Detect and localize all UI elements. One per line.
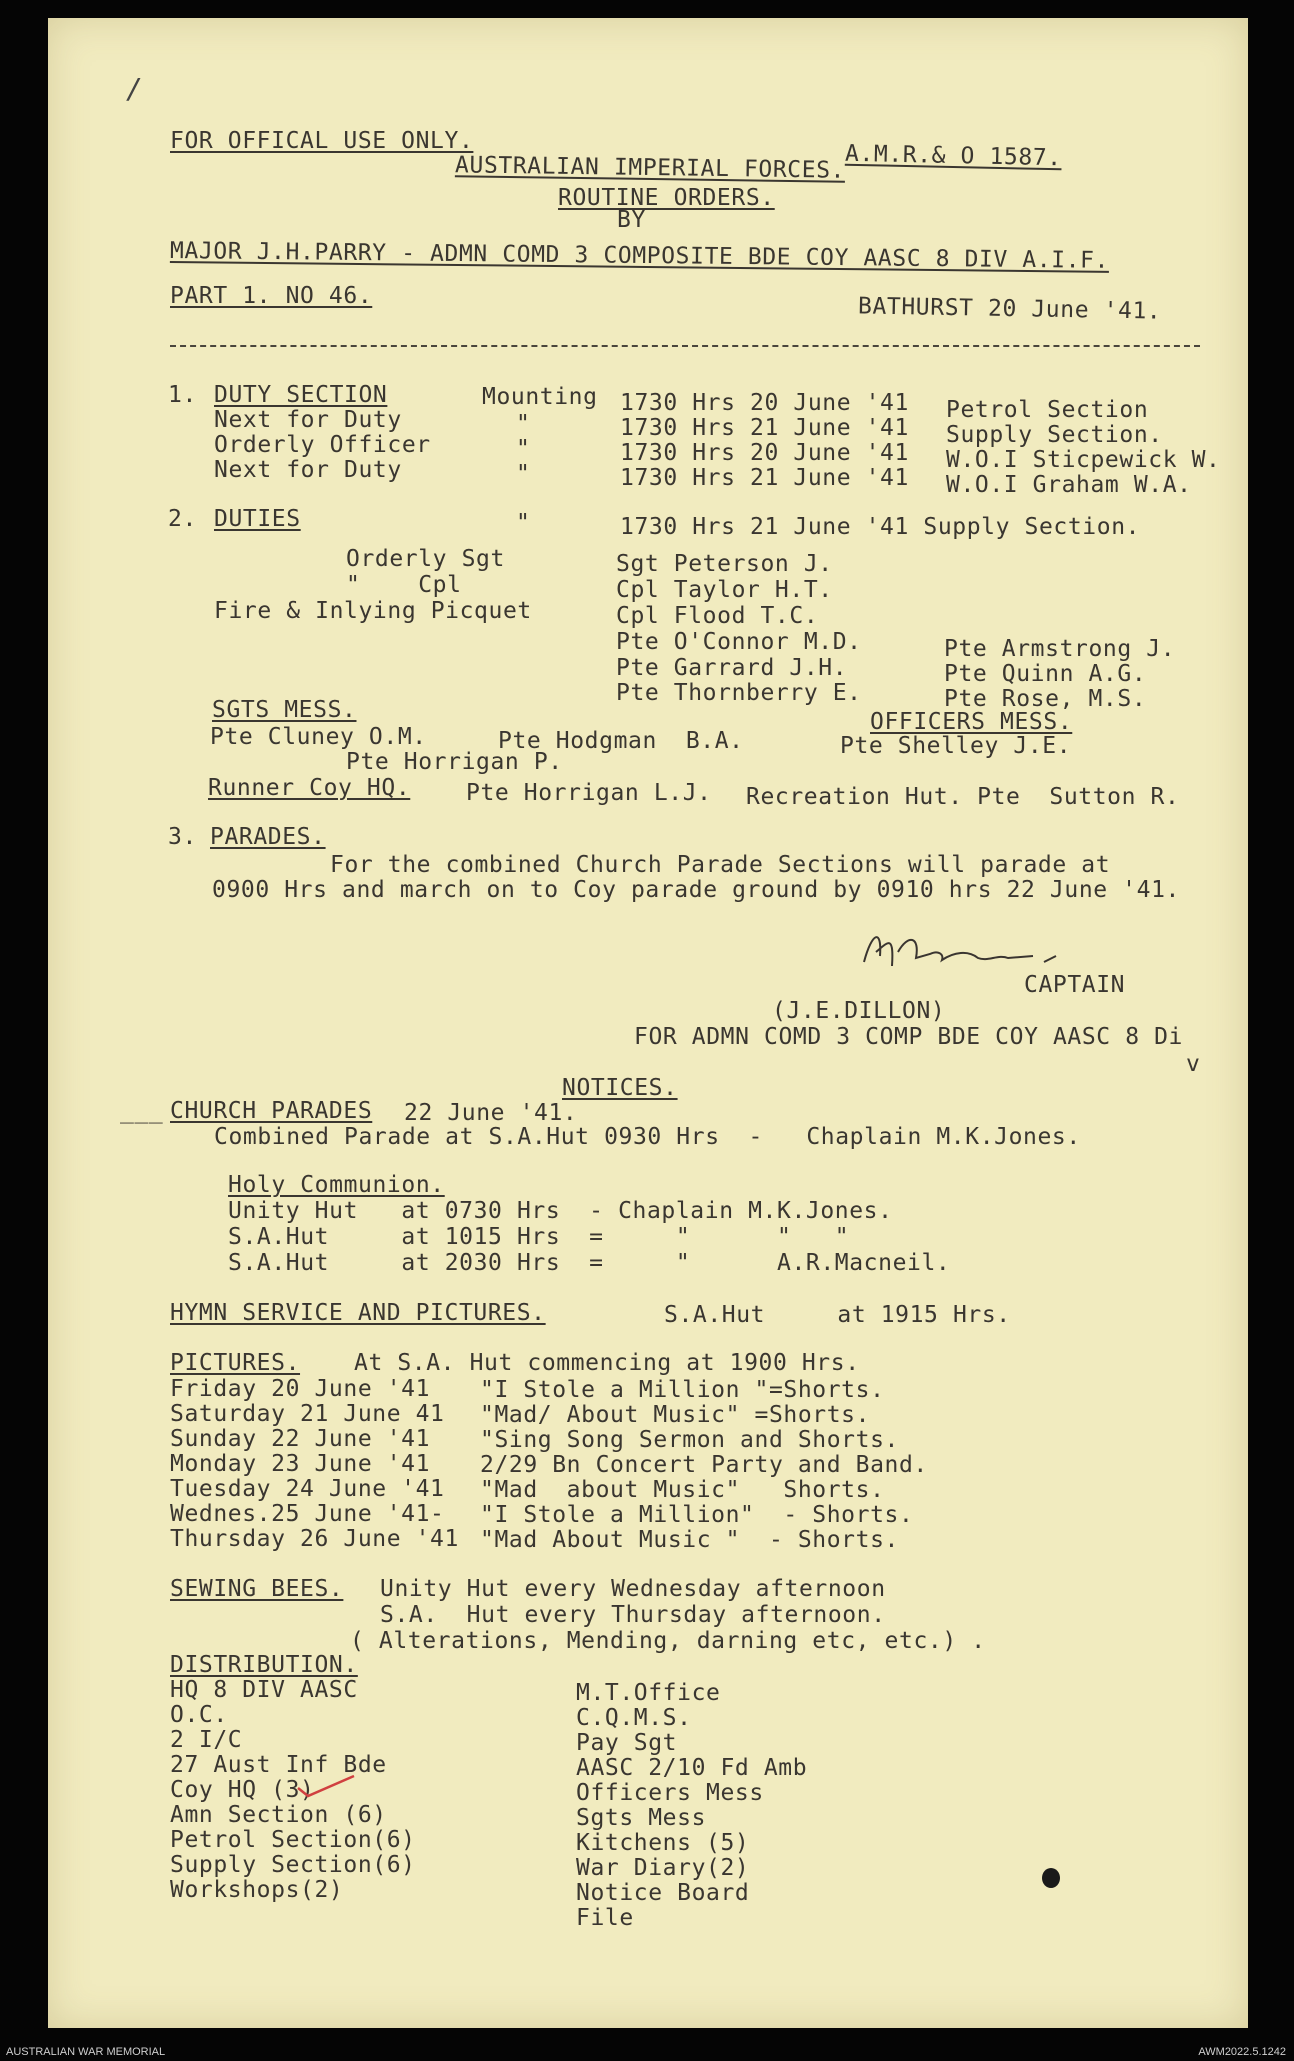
- pictures-day: Thursday 26 June '41: [170, 1526, 459, 1552]
- part-number: PART 1. NO 46.: [170, 283, 373, 309]
- signatory-rank: CAPTAIN: [1024, 972, 1126, 998]
- distribution-item: Coy HQ (3): [170, 1777, 315, 1803]
- distribution-item: AASC 2/10 Fd Amb: [576, 1755, 808, 1781]
- duty-row-assignee: W.O.I Sticpewick W.: [946, 447, 1221, 473]
- pictures-day: Wednes.25 June '41-: [170, 1501, 445, 1527]
- duty-name: Pte Thornberry E.: [616, 680, 862, 706]
- for-admin-line: FOR ADMN COMD 3 COMP BDE COY AASC 8 Di: [634, 1024, 1183, 1050]
- signatory-name: (J.E.DILLON): [772, 998, 946, 1024]
- ditto-mark: ": [516, 510, 531, 536]
- ditto-mark: ": [516, 461, 531, 487]
- pictures-show: "Sing Song Sermon and Shorts.: [480, 1427, 899, 1453]
- duties-heading: DUTIES: [214, 506, 301, 532]
- pictures-show: "I Stole a Million" - Shorts.: [480, 1502, 914, 1528]
- pictures-day: Saturday 21 June 41: [170, 1401, 445, 1427]
- duty-name: Cpl Flood T.C.: [616, 603, 819, 629]
- sewing-bees-line: ( Alterations, Mending, darning etc, etc.) .: [350, 1628, 986, 1654]
- duty-row-assignee: W.O.I Graham W.A.: [946, 472, 1192, 498]
- distribution-item: Kitchens (5): [576, 1830, 750, 1856]
- duty-name: Pte O'Connor M.D.: [616, 629, 862, 655]
- duty-section-heading: DUTY SECTION: [214, 382, 388, 408]
- duty-row-label: Orderly Officer: [214, 432, 431, 458]
- document-title: ROUTINE ORDERS.: [558, 185, 775, 211]
- pictures-heading: PICTURES.: [170, 1350, 301, 1376]
- duty-row-time: 1730 Hrs 20 June '41: [620, 440, 909, 466]
- hymn-service-heading: HYMN SERVICE AND PICTURES.: [170, 1300, 546, 1326]
- parades-number: 3.: [168, 824, 197, 850]
- duty-name: Pte Quinn A.G.: [944, 661, 1147, 687]
- officers-mess-name: Pte Shelley J.E.: [840, 733, 1072, 759]
- duty-name: Pte Garrard J.H.: [616, 655, 848, 681]
- picquet-label: Fire & Inlying Picquet: [214, 598, 532, 624]
- distribution-item: Officers Mess: [576, 1780, 764, 1806]
- red-tick-icon: [294, 1770, 364, 1800]
- duty-row-assignee: Petrol Section: [946, 397, 1149, 423]
- runner-name: Pte Horrigan L.J.: [466, 780, 712, 806]
- notices-leader: ___: [120, 1098, 164, 1124]
- place-date: BATHURST 20 June '41.: [857, 293, 1162, 325]
- distribution-item: Supply Section(6): [170, 1852, 416, 1878]
- distribution-heading: DISTRIBUTION.: [170, 1652, 358, 1678]
- ditto-mark: ": [516, 436, 531, 462]
- sgts-mess-name: Pte Horrigan P.: [346, 749, 563, 775]
- parades-text: For the combined Church Parade Sections will parade at: [330, 852, 1111, 878]
- restriction-label: FOR OFFICAL USE ONLY.: [170, 128, 474, 154]
- duty-row-label: Next for Duty: [214, 407, 402, 433]
- holy-communion-row: Unity Hut at 0730 Hrs - Chaplain M.K.Jones.: [228, 1198, 893, 1224]
- duty-row-label: Next for Duty: [214, 457, 402, 483]
- distribution-item: 27 Aust Inf Bde: [170, 1752, 387, 1778]
- footer-reference: AWM2022.5.1242: [1198, 2046, 1286, 2058]
- dashed-divider: [170, 345, 1200, 347]
- distribution-item: HQ 8 DIV AASC: [170, 1677, 358, 1703]
- distribution-item: Workshops(2): [170, 1877, 344, 1903]
- duty-name: Pte Armstrong J.: [944, 636, 1176, 662]
- officers-mess-heading: OFFICERS MESS.: [870, 709, 1073, 735]
- for-admin-line-end: v: [1186, 1051, 1201, 1077]
- commander-line: MAJOR J.H.PARRY - ADMN COMD 3 COMPOSITE BDE COY AASC 8 DIV A.I.F.: [169, 238, 1110, 274]
- sgts-mess-heading: SGTS MESS.: [212, 697, 357, 723]
- pencil-mark: /: [126, 72, 143, 105]
- pictures-day: Sunday 22 June '41: [170, 1426, 431, 1452]
- duties-mounting: 1730 Hrs 21 June '41 Supply Section.: [620, 514, 1141, 540]
- holy-communion-row: S.A.Hut at 2030 Hrs = " A.R.Macneil.: [228, 1250, 951, 1276]
- distribution-item: Amn Section (6): [170, 1802, 387, 1828]
- pictures-detail: At S.A. Hut commencing at 1900 Hrs.: [354, 1350, 860, 1376]
- duty-name: Pte Rose, M.S.: [944, 686, 1147, 712]
- duty-name: Cpl Taylor H.T.: [616, 577, 833, 603]
- distribution-item: C.Q.M.S.: [576, 1705, 692, 1731]
- distribution-item: File: [576, 1905, 634, 1931]
- distribution-item: Sgts Mess: [576, 1805, 707, 1831]
- holy-communion-row: S.A.Hut at 1015 Hrs = " " ": [228, 1224, 850, 1250]
- ditto-mark: ": [516, 411, 531, 437]
- distribution-item: War Diary(2): [576, 1855, 750, 1881]
- footer-archive-name: AUSTRALIAN WAR MEMORIAL: [6, 2046, 166, 2058]
- hymn-service-detail: S.A.Hut at 1915 Hrs.: [664, 1302, 1011, 1328]
- pictures-show: "Mad About Music " - Shorts.: [480, 1527, 899, 1553]
- duty-row-time: 1730 Hrs 20 June '41: [620, 390, 909, 416]
- duty-row-time: 1730 Hrs 21 June '41: [620, 415, 909, 441]
- church-parades-date: 22 June '41.: [404, 1100, 578, 1126]
- by-label: BY: [617, 207, 646, 233]
- sewing-bees-heading: SEWING BEES.: [170, 1576, 344, 1602]
- pictures-show: "Mad/ About Music" =Shorts.: [480, 1402, 871, 1428]
- sewing-bees-line: S.A. Hut every Thursday afternoon.: [380, 1602, 886, 1628]
- runner-heading: Runner Coy HQ.: [208, 775, 411, 801]
- duty-section-number: 1.: [168, 382, 197, 408]
- orderly-cpl-label: " Cpl: [346, 572, 462, 598]
- holy-communion-heading: Holy Communion.: [228, 1172, 445, 1198]
- distribution-item: M.T.Office: [576, 1680, 721, 1706]
- pictures-day: Monday 23 June '41: [170, 1451, 431, 1477]
- mounting-label: Mounting: [482, 384, 598, 410]
- church-parades-heading: CHURCH PARADES: [170, 1098, 373, 1124]
- ink-dot: [1042, 1868, 1060, 1888]
- duties-number: 2.: [168, 506, 197, 532]
- pictures-show: "I Stole a Million "=Shorts.: [480, 1377, 885, 1403]
- distribution-item: 2 I/C: [170, 1727, 243, 1753]
- combined-parade: Combined Parade at S.A.Hut 0930 Hrs - Chaplain M.K.Jones.: [214, 1124, 1081, 1150]
- distribution-item: Notice Board: [576, 1880, 750, 1906]
- distribution-item: Petrol Section(6): [170, 1827, 416, 1853]
- duty-row-time: 1730 Hrs 21 June '41: [620, 465, 909, 491]
- organisation-title: AUSTRALIAN IMPERIAL FORCES.: [454, 152, 846, 184]
- sewing-bees-line: Unity Hut every Wednesday afternoon: [380, 1576, 886, 1602]
- sgts-mess-name: Pte Hodgman B.A.: [498, 728, 744, 754]
- pictures-day: Friday 20 June '41: [170, 1376, 431, 1402]
- recreation-hut: Recreation Hut. Pte Sutton R.: [746, 784, 1180, 810]
- duty-name: Sgt Peterson J.: [616, 551, 833, 577]
- pictures-show: 2/29 Bn Concert Party and Band.: [480, 1452, 928, 1478]
- pictures-show: "Mad about Music" Shorts.: [480, 1477, 885, 1503]
- notices-heading: NOTICES.: [562, 1075, 678, 1101]
- pictures-day: Tuesday 24 June '41: [170, 1476, 445, 1502]
- sgts-mess-name: Pte Cluney O.M.: [210, 724, 427, 750]
- parades-text: 0900 Hrs and march on to Coy parade ground by 0910 hrs 22 June '41.: [212, 877, 1180, 903]
- distribution-item: O.C.: [170, 1702, 228, 1728]
- duty-row-assignee: Supply Section.: [946, 422, 1163, 448]
- orderly-sgt-label: Orderly Sgt: [346, 546, 505, 572]
- reference-number: A.M.R.& O 1587.: [844, 140, 1062, 172]
- parades-heading: PARADES.: [210, 824, 326, 850]
- distribution-item: Pay Sgt: [576, 1730, 678, 1756]
